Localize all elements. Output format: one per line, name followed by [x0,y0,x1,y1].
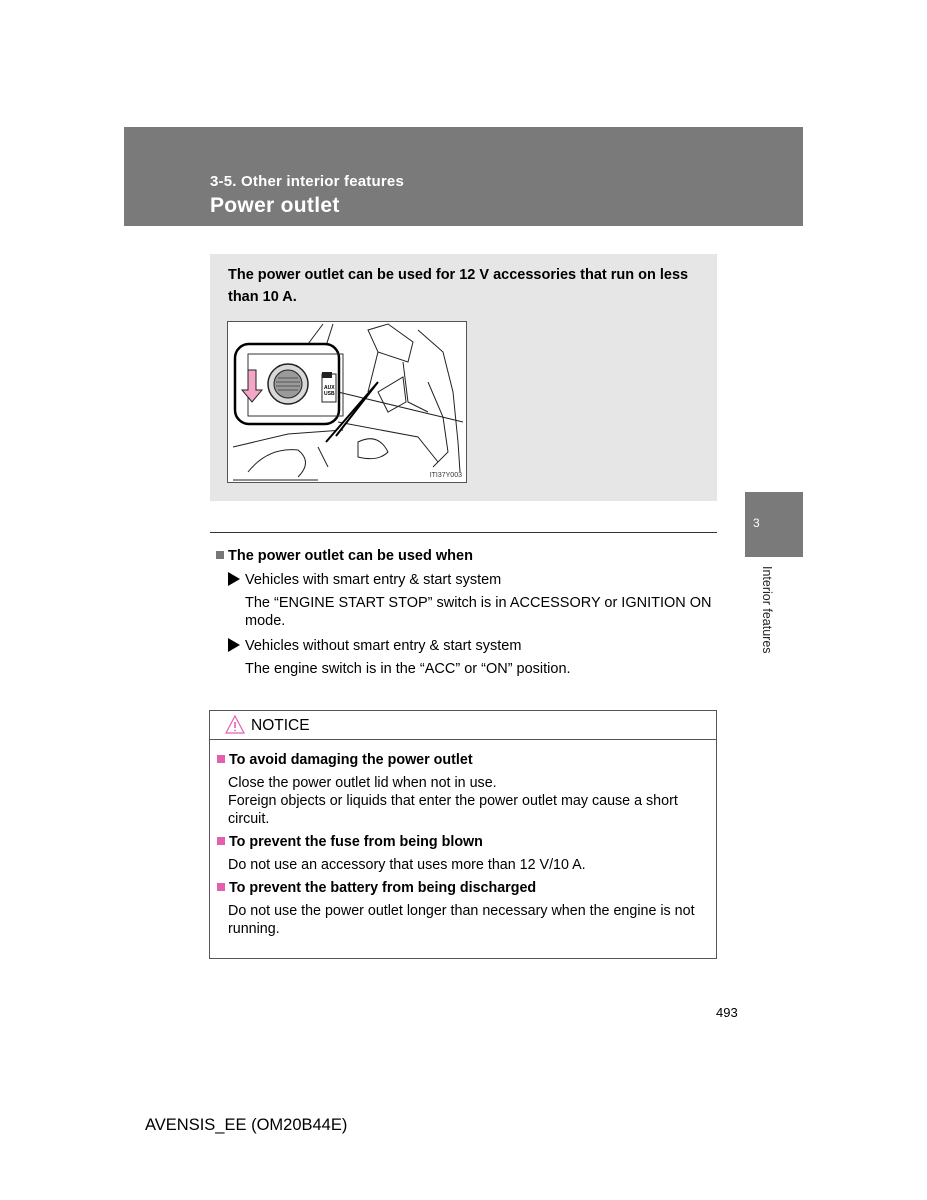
section-divider [210,532,717,533]
square-bullet-icon [217,755,225,763]
header-band [124,127,803,226]
triangle-bullet-icon [228,638,240,652]
chapter-number: 3 [753,516,760,530]
condition-item [228,636,716,660]
notice-heading-text: To prevent the fuse from being blown [229,834,483,850]
notice-box [209,710,717,959]
conditions-heading-text: The power outlet can be used when [228,548,473,564]
chapter-label: Interior features [760,566,774,654]
notice-item-heading [217,752,710,774]
triangle-bullet-icon [228,572,240,586]
square-bullet-icon [217,837,225,845]
condition-item [228,570,716,594]
console-drawing [228,322,467,483]
notice-title: NOTICE [251,717,310,734]
manual-code: AVENSIS_EE (OM20B44E) [145,1116,348,1134]
notice-item-text [228,774,710,828]
conditions-section [216,548,716,684]
notice-text-line: Foreign objects or liquids that enter the power outlet may cause a short circuit. [228,793,678,827]
intro-text: The power outlet can be used for 12 V accessories that run on less than 10 A. [228,267,689,305]
condition-label: Vehicles with smart entry & start system [245,572,502,588]
warning-icon [225,715,245,735]
notice-item-text: Do not use the power outlet longer than necessary when the engine is not running. [228,903,695,937]
chapter-tab[interactable] [745,492,803,557]
aux-label: AUX [324,385,335,391]
square-bullet-icon [216,551,224,559]
intro-box [210,254,717,501]
aux-usb-labels [324,385,335,397]
condition-label: Vehicles without smart entry & start system [245,638,522,654]
page-title: Power outlet [210,194,340,217]
usb-label: USB [324,391,335,397]
notice-header [210,711,716,740]
notice-body [210,740,716,938]
notice-item-heading [217,880,710,902]
notice-item-text: Do not use an accessory that uses more than 12 V/10 A. [228,857,586,873]
notice-heading-text: To avoid damaging the power outlet [229,752,473,768]
figure-code: ITI37Y003 [429,472,462,479]
condition-text: The “ENGINE START STOP” switch is in ACCESSORY or IGNITION ON mode. [245,595,712,629]
notice-item-heading [217,834,710,856]
notice-text-line: Close the power outlet lid when not in use. [228,775,497,791]
conditions-heading [216,548,716,570]
square-bullet-icon [217,883,225,891]
section-label: 3-5. Other interior features [210,173,404,190]
page-number: 493 [716,1005,738,1020]
power-outlet-illustration [227,321,467,483]
notice-heading-text: To prevent the battery from being discharged [229,880,537,896]
condition-text: The engine switch is in the “ACC” or “ON” position. [245,661,571,677]
